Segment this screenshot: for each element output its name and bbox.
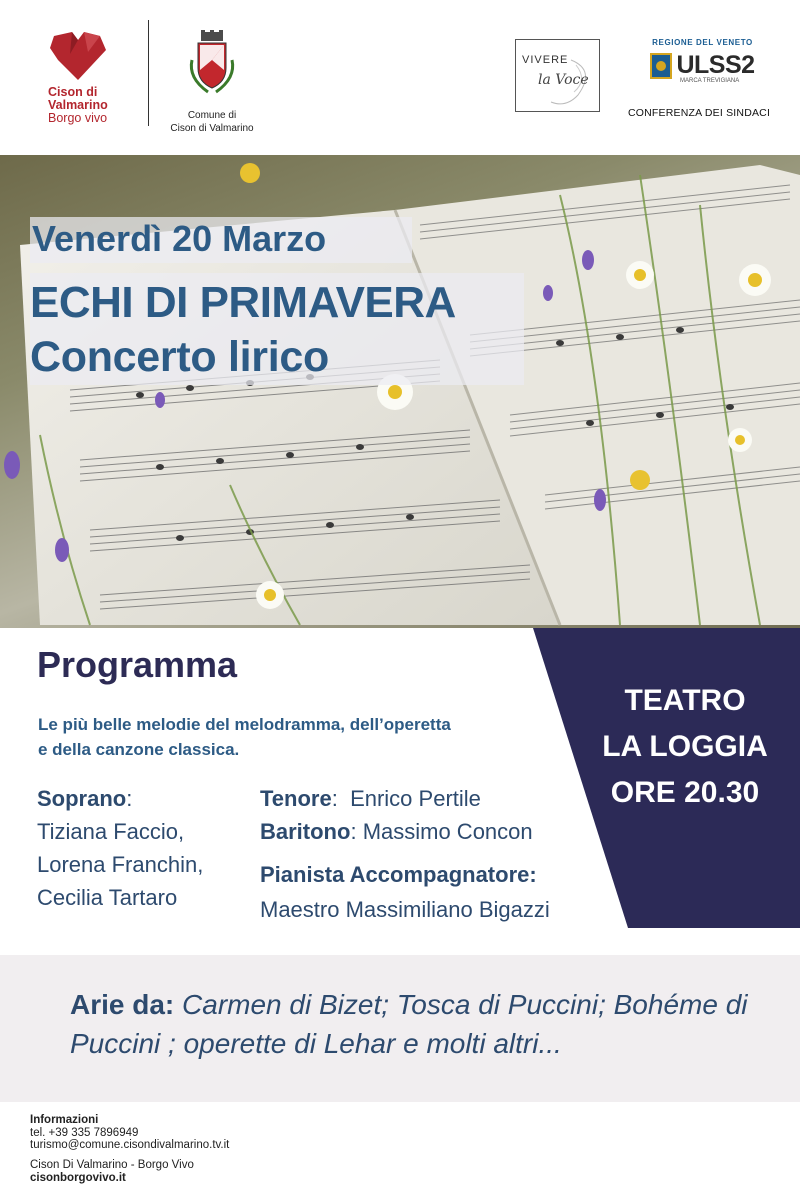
baritono-name: Massimo Concon [362, 819, 533, 844]
header-divider [148, 20, 149, 126]
tenore-label: Tenore [260, 786, 332, 811]
arie-label: Arie da: [70, 989, 175, 1020]
org-website: cisonborgovivo.it [30, 1172, 126, 1184]
baritono-row [260, 815, 620, 848]
header [0, 0, 800, 155]
baritono-colon: : [350, 819, 363, 844]
comune-logo [162, 30, 262, 135]
pianista-label: Pianista Accompagnatore [260, 862, 530, 887]
programma-description [38, 712, 558, 762]
vivere-voce-word: la Voce [538, 72, 589, 88]
soprano-label: Soprano [37, 786, 127, 811]
footer-org [30, 1159, 194, 1185]
ulss-region: REGIONE DEL VENETO [652, 38, 753, 47]
event-date: Venerdì 20 Marzo [32, 218, 327, 259]
pianista-row [260, 858, 620, 891]
ulss-name: ULSS2 [676, 51, 755, 79]
conferenza-sindaci: CONFERENZA DEI SINDACI [628, 107, 771, 119]
cison-logo-tagline: Borgo vivo [48, 111, 108, 125]
soprano-name: Lorena Franchin, [37, 852, 204, 877]
ulss-logo [630, 38, 775, 84]
ulss-sub: MARCA TREVIGIANA [680, 78, 740, 84]
org-name: Cison Di Valmarino - Borgo Vivo [30, 1159, 194, 1171]
footer-info [30, 1114, 229, 1152]
info-label: Informazioni [30, 1114, 99, 1126]
venue-line2: LA LOGGIA [602, 730, 768, 763]
cast-right-block [260, 782, 620, 926]
coat-of-arms-icon [186, 30, 238, 98]
cison-logo [48, 30, 138, 125]
soprano-name: Tiziana Faccio, [37, 819, 185, 844]
programma-desc-line1: Le più belle melodie del melodramma, dell’operetta [38, 715, 451, 734]
vivere-word: VIVERE [522, 54, 569, 66]
pianista-name: Maestro Massimiliano Bigazzi [260, 897, 550, 922]
cison-logo-name: Cison di Valmarino [48, 85, 108, 112]
soprano-name: Cecilia Tartaro [37, 885, 178, 910]
tenore-row [260, 782, 620, 815]
info-email: turismo@comune.cisondivalmarino.tv.it [30, 1139, 230, 1151]
baritono-label: Baritono [260, 819, 351, 844]
pianista-colon: : [529, 862, 537, 887]
programma-title: Programma [37, 644, 238, 685]
arie-text [70, 985, 770, 1063]
venue-line1: TEATRO [624, 684, 746, 717]
hero-image [0, 155, 800, 628]
soprano-colon: : [126, 786, 133, 811]
vivere-la-voce-logo [515, 39, 600, 112]
arie-section [0, 955, 800, 1102]
soprano-block [37, 782, 267, 914]
arie-list: Carmen di Bizet; Tosca di Puccini; Bohéme di Puccini ; operette di Lehar e molti altri... [70, 989, 748, 1059]
event-title: ECHI DI PRIMAVERA [30, 278, 456, 327]
tenore-name: Enrico Pertile [350, 786, 481, 811]
heart-logo-icon [48, 30, 108, 82]
event-subtitle: Concerto lirico [30, 333, 329, 381]
comune-line1: Comune di [187, 110, 237, 121]
tenore-colon: : [331, 786, 351, 811]
programma-desc-line2: e della canzone classica. [38, 740, 240, 759]
venue-time: ORE 20.30 [610, 776, 760, 809]
ulss-shield-icon [650, 53, 672, 79]
info-phone: tel. +39 335 7896949 [30, 1126, 139, 1139]
comune-line2: Cison di Valmarino [170, 123, 254, 134]
comune-label [162, 109, 262, 135]
